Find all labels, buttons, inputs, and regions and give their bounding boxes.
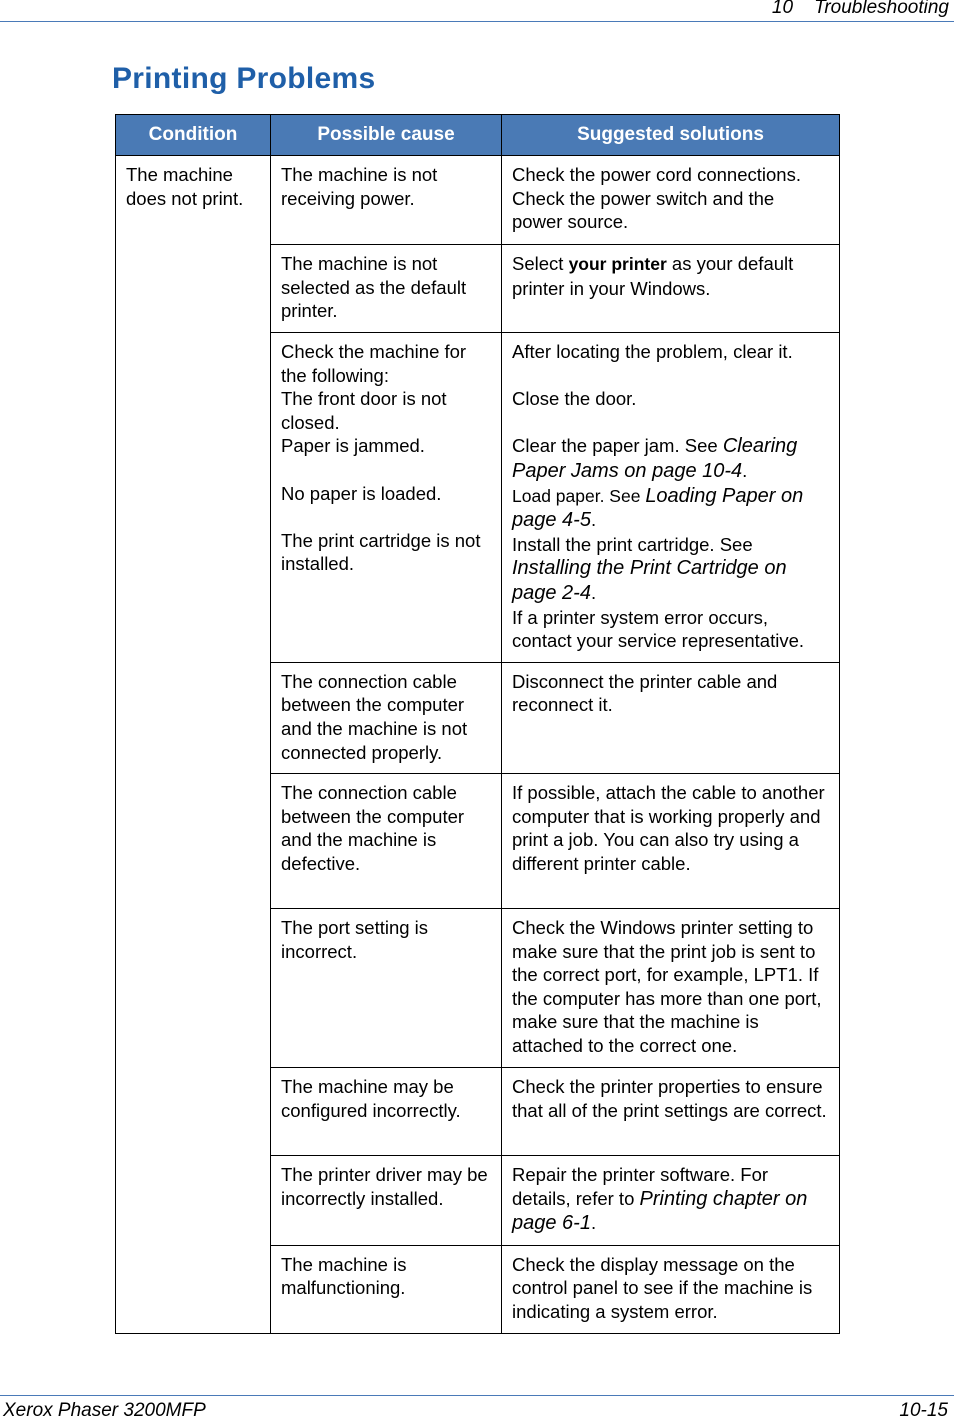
table-header-row: [116, 115, 840, 156]
cause-cell: The machine may be configured incorrectly.: [271, 1068, 502, 1156]
solution-cell: If possible, attach the cable to another computer that is working properly and print a job. You can also try using a different printer cable.: [502, 774, 840, 909]
solution-cell: Disconnect the printer cable and reconnect it.: [502, 662, 840, 773]
cross-reference[interactable]: Printing chapter on page 6-1: [512, 1187, 808, 1235]
solution-cell: Check the display message on the control panel to see if the machine is indicating a system error.: [502, 1245, 840, 1333]
solution-cell: Check the Windows printer setting to make sure that the print job is sent to the correct port, for example, LPT1. If the computer has more than one port, make sure that the machine is attached to the correct one.: [502, 909, 840, 1068]
cause-cell: The machine is not receiving power.: [271, 156, 502, 245]
cause-cell: The port setting is incorrect.: [271, 909, 502, 1068]
cause-cell: The machine is not selected as the default printer.: [271, 245, 502, 333]
solution-cell: Select your printer as your default printer in your Windows.: [502, 245, 840, 333]
header-rule: [0, 21, 954, 22]
cause-cell: The connection cable between the computer and the machine is not connected properly.: [271, 662, 502, 773]
printing-problems-table: [115, 114, 840, 1334]
cause-cell: Check the machine for the following: The front door is not closed. Paper is jammed. No paper is loaded. The print cartridge is not installed.: [271, 333, 502, 663]
cross-reference[interactable]: Clearing Paper Jams on page 10-4: [512, 435, 798, 482]
solution-cell: Repair the printer software. For details, refer to Printing chapter on page 6-1.: [502, 1156, 840, 1246]
solution-cell: Check the power cord connections. Check the power switch and the power source.: [502, 156, 840, 245]
cross-reference[interactable]: Installing the Print Cartridge on page 2-4: [512, 557, 787, 604]
cause-cell: The connection cable between the computer and the machine is defective.: [271, 774, 502, 909]
footer-product: Xerox Phaser 3200MFP: [3, 1400, 206, 1421]
page-title: Printing Problems: [112, 62, 376, 95]
bold-term: your printer: [568, 254, 667, 274]
table-row: [116, 156, 840, 245]
solution-cell: After locating the problem, clear it. Close the door. Clear the paper jam. See Clearing Paper Jams on page 10-4. Load paper. See Loading Paper on page 4-5. Install the print cartridge. See Installing the Print Cartridge on page 2-4. If a printer system error occurs, contact your service representative.: [502, 333, 840, 663]
chapter-number: 10: [771, 0, 794, 18]
condition-cell: The machine does not print.: [116, 156, 271, 1334]
solution-cell: Check the printer properties to ensure that all of the print settings are correct.: [502, 1068, 840, 1156]
footer-rule: [0, 1395, 954, 1396]
column-header-condition: Condition: [116, 115, 271, 156]
cross-reference[interactable]: Loading Paper on page 4-5: [512, 484, 804, 532]
running-header: [772, 0, 949, 19]
column-header-suggested-solutions: Suggested solutions: [502, 115, 840, 156]
chapter-title: Troubleshooting: [814, 0, 949, 18]
column-header-possible-cause: Possible cause: [271, 115, 502, 156]
footer-page-number: 10-15: [899, 1400, 948, 1421]
cause-cell: The printer driver may be incorrectly installed.: [271, 1156, 502, 1246]
cause-cell: The machine is malfunctioning.: [271, 1245, 502, 1333]
